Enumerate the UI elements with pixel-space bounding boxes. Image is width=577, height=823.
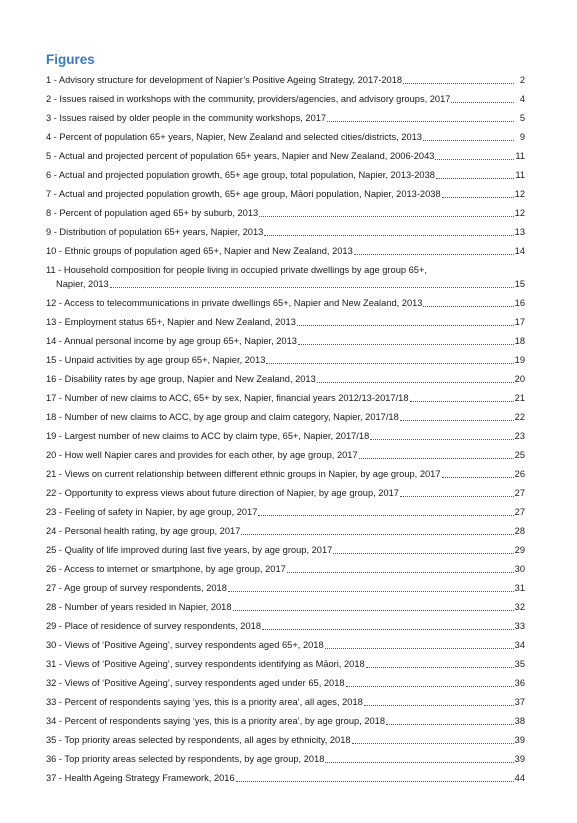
figure-entry[interactable] — [46, 659, 525, 670]
figure-entry[interactable] — [46, 564, 525, 575]
section-heading: Figures — [46, 52, 95, 67]
figure-entry[interactable] — [46, 170, 525, 181]
figure-title: 21 - Views on current relationship between different ethnic groups in Napier, by age group, 2017 — [46, 469, 441, 479]
figure-entry[interactable] — [46, 716, 525, 727]
figure-title: 6 - Actual and projected population growth, 65+ age group, total population, Napier, 2013-2038 — [46, 170, 435, 180]
figure-title: 17 - Number of new claims to ACC, 65+ by sex, Napier, financial years 2012/13-2017/18 — [46, 393, 409, 403]
dot-leader — [266, 362, 513, 364]
page-number: 39 — [514, 735, 525, 745]
page-number: 4 — [519, 94, 525, 104]
dot-leader — [297, 324, 514, 326]
figure-title: 35 - Top priority areas selected by respondents, all ages by ethnicity, 2018 — [46, 735, 351, 745]
page-number: 5 — [519, 113, 525, 123]
figure-title: 7 - Actual and projected population growth, 65+ age group, Māori population, Napier, 2013-2038 — [46, 189, 441, 199]
page-number: 34 — [514, 640, 525, 650]
figure-title: 24 - Personal health rating, by age group, 2017 — [46, 526, 241, 536]
document-page — [46, 52, 525, 792]
dot-leader — [370, 438, 513, 440]
figure-entry[interactable] — [46, 697, 525, 708]
page-number: 27 — [514, 488, 525, 498]
dot-leader — [262, 628, 514, 630]
dot-leader — [228, 590, 514, 592]
figure-title: 29 - Place of residence of survey respondents, 2018 — [46, 621, 261, 631]
figure-entry[interactable] — [46, 355, 525, 366]
figure-title: 22 - Opportunity to express views about future direction of Napier, by age group, 2017 — [46, 488, 399, 498]
dot-leader — [451, 101, 514, 103]
dot-leader — [258, 514, 513, 516]
page-number: 26 — [514, 469, 525, 479]
dot-leader — [333, 552, 513, 554]
dot-leader — [354, 253, 514, 255]
figure-entry[interactable] — [46, 227, 525, 238]
figure-entry[interactable] — [46, 754, 525, 765]
page-number: 14 — [514, 246, 525, 256]
figure-title: 2 - Issues raised in workshops with the community, providers/agencies, and advisory groups, 2017 — [46, 94, 451, 104]
dot-leader — [236, 780, 514, 782]
figure-title: 36 - Top priority areas selected by respondents, by age group, 2018 — [46, 754, 325, 764]
figure-title: 33 - Percent of respondents saying ‘yes, this is a priority area’, all ages, 2018 — [46, 697, 363, 707]
figure-entry[interactable] — [46, 678, 525, 689]
figure-title: 31 - Views of ‘Positive Ageing’, survey respondents identifying as Māori, 2018 — [46, 659, 365, 669]
page-number: 19 — [514, 355, 525, 365]
figure-title: 10 - Ethnic groups of population aged 65+, Napier and New Zealand, 2013 — [46, 246, 353, 256]
figure-title: 37 - Health Ageing Strategy Framework, 2016 — [46, 773, 235, 783]
figure-entry[interactable] — [46, 317, 525, 328]
figure-title: 20 - How well Napier cares and provides for each other, by age group, 2017 — [46, 450, 358, 460]
page-number: 9 — [519, 132, 525, 142]
dot-leader — [436, 177, 514, 179]
page-number: 12 — [514, 189, 525, 199]
figure-entry[interactable] — [46, 507, 525, 518]
page-number: 31 — [514, 583, 525, 593]
page-number: 11 — [515, 151, 525, 161]
page-number: 25 — [514, 450, 525, 460]
page-number: 16 — [514, 298, 525, 308]
dot-leader — [346, 685, 514, 687]
figure-entry[interactable] — [46, 640, 525, 651]
page-number: 22 — [514, 412, 525, 422]
dot-leader — [233, 609, 514, 611]
dot-leader — [298, 343, 514, 345]
figure-title: 19 - Largest number of new claims to ACC by claim type, 65+, Napier, 2017/18 — [46, 431, 370, 441]
figure-title: 32 - Views of ‘Positive Ageing’, survey respondents aged under 65, 2018 — [46, 678, 345, 688]
figure-entry[interactable] — [46, 545, 525, 556]
figure-title-continuation-line — [46, 279, 525, 290]
dot-leader — [423, 305, 513, 307]
figure-title: 9 - Distribution of population 65+ years, Napier, 2013 — [46, 227, 264, 237]
dot-leader — [110, 286, 514, 288]
figure-title-continuation: Napier, 2013 — [56, 279, 109, 289]
dot-leader — [435, 158, 514, 160]
figure-entry[interactable] — [46, 189, 525, 200]
figure-entry[interactable] — [46, 469, 525, 480]
page-number: 12 — [514, 208, 525, 218]
figure-title: 18 - Number of new claims to ACC, by age group and claim category, Napier, 2017/18 — [46, 412, 399, 422]
figure-title: 25 - Quality of life improved during last five years, by age group, 2017 — [46, 545, 333, 555]
dot-leader — [327, 120, 514, 122]
figure-title: 28 - Number of years resided in Napier, 2018 — [46, 602, 232, 612]
dot-leader — [325, 647, 514, 649]
figure-title: 5 - Actual and projected percent of population 65+ years, Napier and New Zealand, 2006-2043 — [46, 151, 435, 161]
figure-title: 15 - Unpaid activities by age group 65+, Napier, 2013 — [46, 355, 266, 365]
figure-title: 3 - Issues raised by older people in the community workshops, 2017 — [46, 113, 327, 123]
page-number: 20 — [514, 374, 525, 384]
figure-entry[interactable] — [46, 132, 525, 143]
figure-title: 23 - Feeling of safety in Napier, by age group, 2017 — [46, 507, 258, 517]
dot-leader — [241, 533, 513, 535]
page-number: 27 — [514, 507, 525, 517]
page-number: 15 — [514, 279, 525, 289]
figure-entry[interactable] — [46, 450, 525, 461]
figure-title: 27 - Age group of survey respondents, 2018 — [46, 583, 227, 593]
page-number: 33 — [514, 621, 525, 631]
figure-entry[interactable] — [46, 113, 525, 124]
figure-entry[interactable] — [46, 488, 525, 499]
dot-leader — [400, 419, 514, 421]
figure-entry[interactable] — [46, 412, 525, 423]
figures-list — [46, 75, 525, 784]
dot-leader — [325, 761, 513, 763]
page-number: 32 — [514, 602, 525, 612]
page-number: 38 — [514, 716, 525, 726]
dot-leader — [287, 571, 514, 573]
page-number: 44 — [514, 773, 525, 783]
figure-entry[interactable] — [46, 431, 525, 442]
dot-leader — [366, 666, 514, 668]
page-number: 36 — [514, 678, 525, 688]
figure-title: 26 - Access to internet or smartphone, by age group, 2017 — [46, 564, 286, 574]
page-number: 30 — [514, 564, 525, 574]
figure-entry[interactable] — [46, 208, 525, 219]
dot-leader — [386, 723, 514, 725]
figure-entry[interactable] — [46, 735, 525, 746]
figure-entry[interactable] — [46, 336, 525, 347]
figure-title: 16 - Disability rates by age group, Napier and New Zealand, 2013 — [46, 374, 316, 384]
dot-leader — [410, 400, 514, 402]
figure-title: 13 - Employment status 65+, Napier and New Zealand, 2013 — [46, 317, 296, 327]
page-number: 2 — [519, 75, 525, 85]
dot-leader — [264, 234, 513, 236]
dot-leader — [400, 495, 514, 497]
page-number: 23 — [514, 431, 525, 441]
figure-entry[interactable] — [46, 583, 525, 594]
page-number: 17 — [514, 317, 525, 327]
page-number: 11 — [515, 170, 525, 180]
figure-entry[interactable] — [46, 298, 525, 309]
figure-title: 11 - Household composition for people living in occupied private dwellings by age group 65+, — [46, 265, 427, 275]
figure-entry[interactable] — [46, 526, 525, 537]
figure-entry[interactable] — [46, 75, 525, 86]
dot-leader — [364, 704, 514, 706]
page-number: 28 — [514, 526, 525, 536]
figure-entry[interactable] — [46, 393, 525, 404]
figure-title: 14 - Annual personal income by age group 65+, Napier, 2013 — [46, 336, 297, 346]
dot-leader — [352, 742, 514, 744]
figure-entry[interactable] — [46, 246, 525, 257]
page-number: 29 — [514, 545, 525, 555]
page-number: 21 — [514, 393, 525, 403]
figure-entry[interactable] — [46, 374, 525, 385]
dot-leader — [403, 82, 514, 84]
figure-entry[interactable] — [46, 94, 525, 105]
figure-entry[interactable] — [46, 265, 525, 290]
figure-title: 4 - Percent of population 65+ years, Napier, New Zealand and selected cities/districts, 2013 — [46, 132, 422, 142]
figure-title: 8 - Percent of population aged 65+ by suburb, 2013 — [46, 208, 259, 218]
figure-title: 12 - Access to telecommunications in private dwellings 65+, Napier and New Zealand, 2013 — [46, 298, 423, 308]
dot-leader — [442, 476, 514, 478]
page-number: 13 — [514, 227, 525, 237]
figure-entry[interactable] — [46, 151, 525, 162]
page-number: 35 — [514, 659, 525, 669]
page-number: 37 — [514, 697, 525, 707]
figure-entry[interactable] — [46, 621, 525, 632]
figure-title: 1 - Advisory structure for development of Napier’s Positive Ageing Strategy, 2017-2018 — [46, 75, 403, 85]
dot-leader — [423, 139, 514, 141]
figure-entry[interactable] — [46, 602, 525, 613]
dot-leader — [259, 215, 513, 217]
dot-leader — [359, 457, 514, 459]
dot-leader — [442, 196, 514, 198]
page-number: 39 — [514, 754, 525, 764]
figure-entry[interactable] — [46, 773, 525, 784]
figure-title: 34 - Percent of respondents saying ‘yes, this is a priority area’, by age group, 2018 — [46, 716, 386, 726]
page-number: 18 — [514, 336, 525, 346]
figure-title: 30 - Views of ‘Positive Ageing’, survey respondents aged 65+, 2018 — [46, 640, 324, 650]
dot-leader — [317, 381, 514, 383]
